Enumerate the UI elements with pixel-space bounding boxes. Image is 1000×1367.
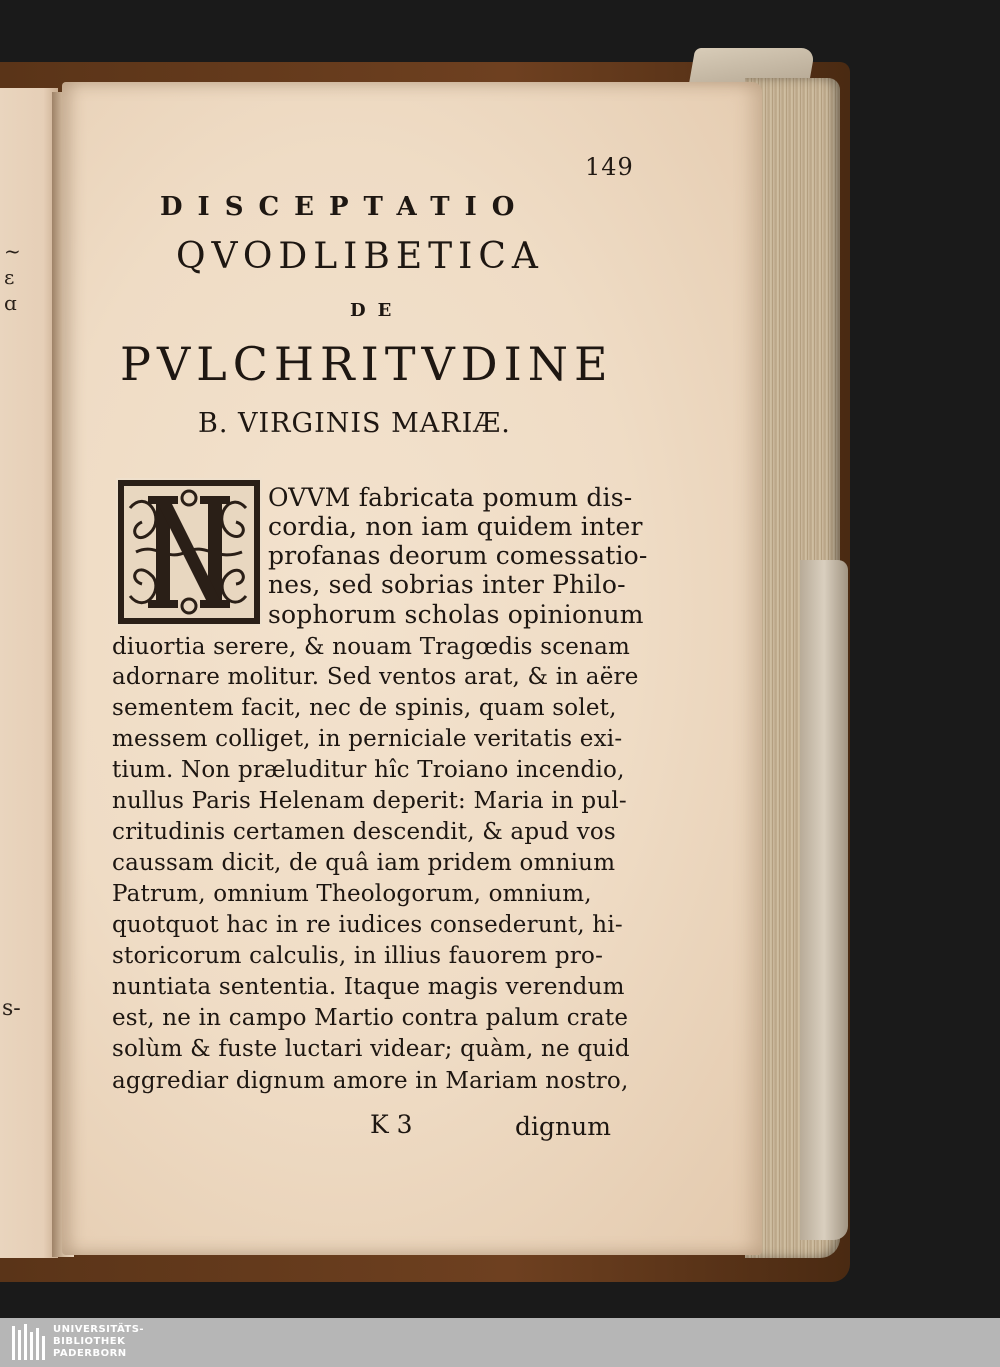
library-name [53,1324,144,1360]
body-line: aggrediar dignum amore in Mariam nostro, [112,1068,629,1094]
body-line: Patrum, omnium Theologorum, omnium, [112,881,592,907]
page-number: 149 [585,153,634,181]
library-name-line: BIBLIOTHEK [53,1336,126,1347]
signature-mark: K 3 [370,1110,413,1139]
library-name-line: PADERBORN [53,1348,127,1359]
title-line-4: PVLCHRITVDINE [120,337,614,391]
body-line: solùm & fuste luctari videar; quàm, ne quid [112,1036,630,1062]
left-page-fragments: ~ ɛ ɑ [4,239,21,315]
left-page [0,88,58,1258]
drop-cap-letter: N [116,478,117,479]
body-line: sementem facit, nec de spinis, quam solet, [112,695,617,721]
title-line-1: DISCEPTATIO [160,192,530,222]
body-line: OVVM fabricata pomum dis- [268,483,633,512]
body-line: tium. Non præluditur hîc Troiano incendio, [112,757,625,783]
left-page-fragment-lower: s- [2,996,21,1021]
body-line: nes, sed sobrias inter Philo- [268,570,626,599]
catchword: dignum [515,1112,611,1141]
library-name-line: UNIVERSITÄTS- [53,1324,145,1335]
body-line: quotquot hac in re iudices consederunt, hi- [112,912,623,938]
body-line: storicorum calculis, in illius fauorem pro- [112,943,604,969]
title-line-2: QVODLIBETICA [176,236,544,277]
library-logo-icon [10,1322,46,1364]
title-line-5: B. VIRGINIS MARIÆ. [198,408,511,439]
title-line-3: DE [350,300,404,321]
body-line: critudinis certamen descendit, & apud vos [112,819,616,845]
drop-cap-ornament-icon [116,478,262,626]
paper-flap-right [800,560,848,1240]
body-line: profanas deorum comessatio- [268,541,648,570]
body-line: sophorum scholas opinionum [268,600,644,629]
library-footer [0,1318,1000,1367]
body-line: adornare molitur. Sed ventos arat, & in aëre [112,664,639,690]
body-line: diuortia serere, & nouam Tragœdis scenam [112,634,631,660]
body-line: cordia, non iam quidem inter [268,512,643,541]
body-line: messem colliget, in perniciale veritatis exi- [112,726,623,752]
body-line: nuntiata sententia. Itaque magis verendum [112,974,625,1000]
body-line: est, ne in campo Martio contra palum crate [112,1005,629,1031]
ornamental-drop-cap [116,478,262,626]
body-line: caussam dicit, de quâ iam pridem omnium [112,850,616,876]
body-line: nullus Paris Helenam deperit: Maria in pul- [112,788,627,814]
